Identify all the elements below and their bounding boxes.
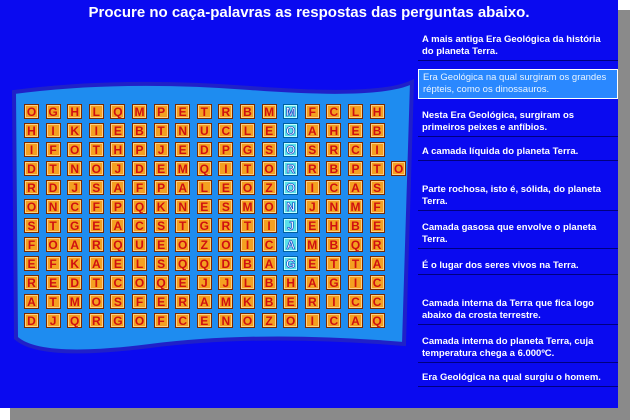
- grid-cell[interactable]: T: [175, 218, 190, 233]
- grid-cell[interactable]: K: [154, 199, 169, 214]
- question-item[interactable]: Parte rochosa, isto é, sólida, do planeta Terra.: [418, 182, 618, 211]
- grid-cell[interactable]: Q: [132, 199, 147, 214]
- grid-cell[interactable]: B: [240, 104, 255, 119]
- grid-cell-found[interactable]: N: [283, 199, 298, 214]
- grid-cell[interactable]: U: [197, 123, 212, 138]
- grid-cell[interactable]: T: [240, 218, 255, 233]
- grid-cell[interactable]: E: [154, 237, 169, 252]
- grid-cell[interactable]: E: [305, 256, 320, 271]
- grid-cell[interactable]: I: [348, 275, 363, 290]
- grid-cell[interactable]: P: [132, 142, 147, 157]
- grid-cell[interactable]: C: [175, 313, 190, 328]
- grid-cell[interactable]: Q: [154, 275, 169, 290]
- grid-cell[interactable]: C: [262, 237, 277, 252]
- grid-cell[interactable]: Q: [370, 313, 385, 328]
- grid-cell[interactable]: A: [110, 218, 125, 233]
- grid-cell[interactable]: J: [218, 275, 233, 290]
- grid-cell[interactable]: M: [348, 199, 363, 214]
- grid-cell[interactable]: Q: [197, 256, 212, 271]
- grid-cell[interactable]: E: [197, 313, 212, 328]
- grid-cell[interactable]: O: [132, 275, 147, 290]
- grid-cell[interactable]: M: [240, 199, 255, 214]
- grid-cell[interactable]: D: [24, 313, 39, 328]
- grid-cell[interactable]: S: [24, 218, 39, 233]
- grid-cell[interactable]: O: [218, 237, 233, 252]
- grid-cell-found[interactable]: O: [283, 180, 298, 195]
- grid-cell[interactable]: J: [46, 313, 61, 328]
- grid-cell[interactable]: I: [240, 237, 255, 252]
- grid-cell[interactable]: Q: [110, 237, 125, 252]
- grid-cell[interactable]: S: [110, 294, 125, 309]
- grid-cell[interactable]: D: [46, 180, 61, 195]
- question-item[interactable]: A mais antiga Era Geológica da história do planeta Terra.: [418, 32, 618, 61]
- question-item[interactable]: A camada líquida do planeta Terra.: [418, 144, 618, 161]
- grid-cell[interactable]: E: [154, 294, 169, 309]
- grid-cell[interactable]: A: [348, 180, 363, 195]
- grid-cell[interactable]: J: [110, 161, 125, 176]
- grid-cell[interactable]: T: [89, 142, 104, 157]
- grid-cell[interactable]: H: [67, 104, 82, 119]
- grid-cell[interactable]: B: [326, 161, 341, 176]
- grid-cell[interactable]: R: [370, 237, 385, 252]
- grid-cell[interactable]: M: [305, 237, 320, 252]
- grid-cell[interactable]: P: [348, 161, 363, 176]
- grid-cell[interactable]: M: [132, 104, 147, 119]
- grid-cell[interactable]: A: [370, 256, 385, 271]
- grid-cell[interactable]: L: [197, 180, 212, 195]
- grid-cell[interactable]: E: [283, 294, 298, 309]
- page-title: Procure no caça-palavras as respostas das perguntas abaixo.: [88, 4, 530, 21]
- grid-cell[interactable]: Q: [348, 237, 363, 252]
- grid-cell[interactable]: B: [132, 123, 147, 138]
- grid-cell[interactable]: I: [218, 161, 233, 176]
- grid-cell[interactable]: N: [175, 123, 190, 138]
- grid-cell[interactable]: C: [348, 142, 363, 157]
- grid-cell[interactable]: F: [24, 237, 39, 252]
- grid-cell[interactable]: C: [370, 294, 385, 309]
- window-shadow-bottom: [10, 408, 630, 420]
- word-search-grid[interactable]: [24, 104, 404, 332]
- grid-cell[interactable]: F: [370, 199, 385, 214]
- grid-cell[interactable]: T: [197, 104, 212, 119]
- grid-cell[interactable]: A: [348, 313, 363, 328]
- grid-cell[interactable]: I: [305, 180, 320, 195]
- grid-cell[interactable]: Q: [197, 161, 212, 176]
- grid-cell[interactable]: C: [370, 275, 385, 290]
- grid-cell[interactable]: T: [326, 256, 341, 271]
- question-item[interactable]: É o lugar dos seres vivos na Terra.: [418, 258, 618, 275]
- grid-cell[interactable]: S: [89, 180, 104, 195]
- grid-cell[interactable]: A: [305, 275, 320, 290]
- grid-cell[interactable]: G: [326, 275, 341, 290]
- grid-cell[interactable]: D: [218, 256, 233, 271]
- question-item[interactable]: Era Geológica na qual surgiram os grandes répteis, como os dinossauros.: [418, 69, 618, 99]
- grid-cell[interactable]: E: [110, 123, 125, 138]
- grid-cell[interactable]: O: [67, 142, 82, 157]
- grid-cell[interactable]: O: [391, 161, 406, 176]
- grid-cell[interactable]: G: [46, 104, 61, 119]
- grid-cell[interactable]: H: [110, 142, 125, 157]
- grid-cell[interactable]: J: [197, 275, 212, 290]
- grid-cell[interactable]: B: [240, 256, 255, 271]
- grid-cell[interactable]: A: [175, 180, 190, 195]
- grid-cell[interactable]: O: [132, 313, 147, 328]
- grid-cell[interactable]: H: [326, 218, 341, 233]
- grid-cell[interactable]: G: [197, 218, 212, 233]
- question-item[interactable]: Era Geológica na qual surgiu o homem.: [418, 370, 618, 387]
- grid-cell[interactable]: E: [262, 123, 277, 138]
- grid-cell[interactable]: E: [218, 180, 233, 195]
- window-shadow-right: [618, 10, 630, 420]
- grid-cell[interactable]: I: [24, 142, 39, 157]
- grid-cell[interactable]: I: [370, 142, 385, 157]
- grid-cell[interactable]: J: [67, 180, 82, 195]
- grid-cell[interactable]: L: [348, 104, 363, 119]
- grid-cell[interactable]: M: [218, 294, 233, 309]
- grid-cell[interactable]: O: [24, 199, 39, 214]
- grid-cell[interactable]: O: [24, 104, 39, 119]
- grid-cell[interactable]: M: [262, 104, 277, 119]
- grid-cell[interactable]: F: [305, 104, 320, 119]
- grid-cell[interactable]: A: [67, 237, 82, 252]
- grid-cell[interactable]: R: [218, 104, 233, 119]
- grid-cell[interactable]: I: [89, 123, 104, 138]
- grid-cell[interactable]: E: [24, 256, 39, 271]
- grid-cell[interactable]: E: [46, 275, 61, 290]
- grid-cell[interactable]: L: [132, 256, 147, 271]
- grid-cell[interactable]: O: [240, 180, 255, 195]
- grid-cell[interactable]: H: [326, 123, 341, 138]
- grid-cell[interactable]: I: [326, 294, 341, 309]
- grid-cell[interactable]: O: [89, 294, 104, 309]
- grid-cell[interactable]: D: [132, 161, 147, 176]
- grid-cell[interactable]: G: [240, 142, 255, 157]
- grid-cell[interactable]: S: [370, 180, 385, 195]
- grid-cell[interactable]: B: [262, 275, 277, 290]
- grid-cell[interactable]: B: [262, 294, 277, 309]
- grid-cell[interactable]: C: [326, 180, 341, 195]
- grid-cell[interactable]: R: [24, 180, 39, 195]
- grid-cell[interactable]: N: [46, 199, 61, 214]
- grid-cell[interactable]: O: [175, 237, 190, 252]
- grid-cell[interactable]: C: [348, 294, 363, 309]
- grid-cell[interactable]: N: [175, 199, 190, 214]
- grid-cell[interactable]: O: [283, 313, 298, 328]
- grid-cell[interactable]: E: [175, 275, 190, 290]
- grid-cell[interactable]: O: [89, 161, 104, 176]
- grid-cell[interactable]: H: [370, 104, 385, 119]
- grid-cell[interactable]: O: [46, 237, 61, 252]
- grid-cell[interactable]: L: [240, 123, 255, 138]
- grid-cell[interactable]: T: [46, 161, 61, 176]
- question-item[interactable]: Camada interna do planeta Terra, cuja temperatura chega a 6.000ºC.: [418, 334, 618, 363]
- grid-cell[interactable]: T: [370, 161, 385, 176]
- grid-cell[interactable]: D: [197, 142, 212, 157]
- grid-cell[interactable]: S: [154, 218, 169, 233]
- grid-cell[interactable]: O: [262, 199, 277, 214]
- grid-cell[interactable]: K: [67, 123, 82, 138]
- grid-cell[interactable]: E: [175, 142, 190, 157]
- grid-cell[interactable]: F: [46, 256, 61, 271]
- grid-cell[interactable]: Q: [67, 313, 82, 328]
- grid-cell[interactable]: N: [326, 199, 341, 214]
- grid-cell[interactable]: E: [89, 218, 104, 233]
- question-item[interactable]: Camada interna da Terra que fica logo abaixo da crosta terrestre.: [418, 296, 618, 325]
- grid-cell[interactable]: T: [46, 294, 61, 309]
- grid-cell[interactable]: T: [154, 123, 169, 138]
- grid-cell[interactable]: B: [370, 123, 385, 138]
- grid-cell[interactable]: Z: [262, 313, 277, 328]
- grid-cell[interactable]: S: [305, 142, 320, 157]
- grid-cell[interactable]: N: [218, 313, 233, 328]
- grid-cell-found[interactable]: A: [283, 237, 298, 252]
- grid-cell[interactable]: R: [89, 237, 104, 252]
- grid-cell[interactable]: R: [218, 218, 233, 233]
- grid-cell[interactable]: F: [132, 294, 147, 309]
- grid-cell[interactable]: A: [197, 294, 212, 309]
- grid-cell[interactable]: B: [326, 237, 341, 252]
- grid-cell[interactable]: D: [24, 161, 39, 176]
- grid-cell[interactable]: H: [283, 275, 298, 290]
- grid-cell[interactable]: S: [262, 142, 277, 157]
- grid-cell[interactable]: S: [154, 256, 169, 271]
- grid-cell[interactable]: N: [67, 161, 82, 176]
- grid-cell[interactable]: E: [110, 256, 125, 271]
- grid-cell[interactable]: Z: [262, 180, 277, 195]
- grid-cell[interactable]: P: [154, 180, 169, 195]
- grid-cell-found[interactable]: O: [283, 142, 298, 157]
- grid-cell[interactable]: C: [218, 123, 233, 138]
- grid-cell[interactable]: E: [154, 161, 169, 176]
- grid-cell[interactable]: Z: [197, 237, 212, 252]
- grid-cell[interactable]: U: [132, 237, 147, 252]
- grid-cell[interactable]: F: [132, 180, 147, 195]
- grid-cell[interactable]: A: [262, 256, 277, 271]
- grid-cell[interactable]: F: [89, 199, 104, 214]
- grid-cell[interactable]: E: [348, 123, 363, 138]
- grid-cell[interactable]: H: [24, 123, 39, 138]
- grid-cell-found[interactable]: M: [283, 104, 298, 119]
- question-item[interactable]: Camada gasosa que envolve o planeta Terra.: [418, 220, 618, 249]
- grid-cell[interactable]: C: [67, 199, 82, 214]
- grid-cell[interactable]: R: [175, 294, 190, 309]
- grid-cell[interactable]: R: [24, 275, 39, 290]
- grid-cell[interactable]: D: [67, 275, 82, 290]
- grid-cell[interactable]: B: [348, 218, 363, 233]
- grid-cell[interactable]: E: [175, 104, 190, 119]
- grid-cell[interactable]: R: [326, 142, 341, 157]
- grid-cell[interactable]: L: [89, 104, 104, 119]
- grid-cell[interactable]: I: [262, 218, 277, 233]
- grid-cell[interactable]: P: [154, 104, 169, 119]
- grid-cell[interactable]: Q: [175, 256, 190, 271]
- grid-cell[interactable]: A: [305, 123, 320, 138]
- grid-cell[interactable]: F: [154, 313, 169, 328]
- grid-cell[interactable]: C: [110, 275, 125, 290]
- grid-cell[interactable]: P: [218, 142, 233, 157]
- grid-cell[interactable]: J: [154, 142, 169, 157]
- grid-cell[interactable]: T: [240, 161, 255, 176]
- grid-cell[interactable]: T: [89, 275, 104, 290]
- grid-cell[interactable]: K: [240, 294, 255, 309]
- grid-cell[interactable]: C: [326, 104, 341, 119]
- grid-cell[interactable]: S: [218, 199, 233, 214]
- grid-cell[interactable]: A: [24, 294, 39, 309]
- grid-cell[interactable]: K: [67, 256, 82, 271]
- grid-cell[interactable]: A: [89, 256, 104, 271]
- grid-cell[interactable]: G: [110, 313, 125, 328]
- grid-cell[interactable]: O: [240, 313, 255, 328]
- grid-cell[interactable]: T: [46, 218, 61, 233]
- grid-cell[interactable]: E: [197, 199, 212, 214]
- grid-cell[interactable]: M: [67, 294, 82, 309]
- grid-cell[interactable]: T: [348, 256, 363, 271]
- question-item[interactable]: Nesta Era Geológica, surgiram os primeiros peixes e anfíbios.: [418, 108, 618, 137]
- grid-cell-found[interactable]: J: [283, 218, 298, 233]
- grid-cell[interactable]: E: [305, 218, 320, 233]
- grid-cell[interactable]: F: [46, 142, 61, 157]
- grid-cell[interactable]: C: [326, 313, 341, 328]
- grid-cell[interactable]: I: [46, 123, 61, 138]
- grid-cell[interactable]: L: [240, 275, 255, 290]
- grid-cell[interactable]: A: [110, 180, 125, 195]
- grid-cell[interactable]: I: [305, 313, 320, 328]
- grid-cell[interactable]: C: [132, 218, 147, 233]
- grid-cell-found[interactable]: R: [283, 161, 298, 176]
- grid-cell[interactable]: R: [305, 294, 320, 309]
- grid-cell[interactable]: G: [67, 218, 82, 233]
- grid-cell[interactable]: E: [370, 218, 385, 233]
- grid-cell[interactable]: O: [262, 161, 277, 176]
- grid-cell[interactable]: R: [89, 313, 104, 328]
- grid-cell[interactable]: J: [305, 199, 320, 214]
- grid-cell-found[interactable]: G: [283, 256, 298, 271]
- grid-cell[interactable]: Q: [110, 104, 125, 119]
- grid-cell-found[interactable]: O: [283, 123, 298, 138]
- grid-cell[interactable]: M: [175, 161, 190, 176]
- grid-cell[interactable]: R: [305, 161, 320, 176]
- grid-cell[interactable]: P: [110, 199, 125, 214]
